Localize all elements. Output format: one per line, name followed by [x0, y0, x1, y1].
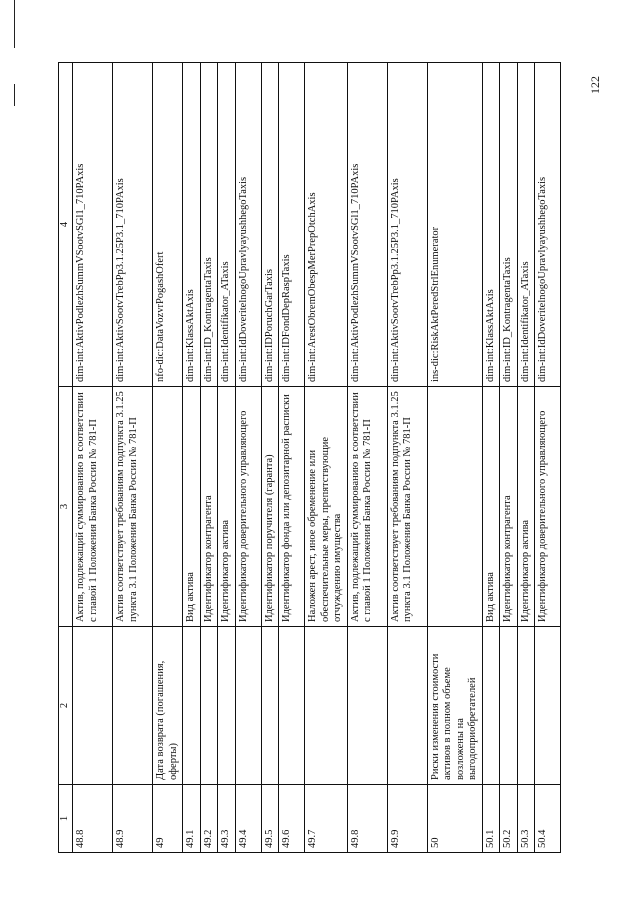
row-number-cell: 50.2: [500, 785, 518, 853]
row-name-cell: [73, 627, 113, 785]
row-description-cell: Идентификатор контрагента: [200, 387, 218, 627]
table-row: [517, 63, 535, 853]
row-number-cell: 50.4: [535, 785, 561, 853]
row-code-cell: dim-int:AktivPodlezhSummVSootvSGl1_710PAxis: [73, 63, 113, 387]
row-code-cell: dim-int:KlassAktAxis: [482, 63, 500, 387]
row-name-cell: [305, 627, 348, 785]
row-code-cell: dim-int:IdDoveritelnogoUpravlyayushhegoTaxis: [235, 63, 261, 387]
row-code-cell: dim-int:IDPoruchGarTaxis: [261, 63, 279, 387]
row-number-cell: 49.5: [261, 785, 279, 853]
row-name-cell: [218, 627, 236, 785]
row-number-cell: 49.9: [387, 785, 427, 853]
row-description-cell: Актив, подлежащий суммированию в соответствии с главой 1 Положения Банка России № 781-П: [73, 387, 113, 627]
row-code-cell: dim-int:KlassAktAxis: [183, 63, 201, 387]
header-cell-2: 2: [59, 627, 73, 785]
row-code-cell: ins-dic:RiskAktPeredStrlEnumerator: [427, 63, 482, 387]
table-body: [59, 63, 561, 853]
row-description-cell: Идентификатор актива: [517, 387, 535, 627]
header-cell-3: 3: [59, 387, 73, 627]
table-row: [305, 63, 348, 853]
table-header-row: [59, 63, 73, 853]
row-name-cell: Дата возврата (погашения, оферты): [153, 627, 183, 785]
row-name-cell: [482, 627, 500, 785]
rotated-table-area: [58, 63, 588, 853]
row-number-cell: 48.9: [113, 785, 153, 853]
row-description-cell: Идентификатор доверительного управляющего: [535, 387, 561, 627]
data-table: [58, 62, 561, 853]
row-description-cell: Идентификатор фонда или депозитарной расписки: [279, 387, 305, 627]
row-code-cell: dim-int:ID_KontragentaTaxis: [500, 63, 518, 387]
row-code-cell: nfo-dic:DataVozvrPogashOfert: [153, 63, 183, 387]
table-row: [427, 63, 482, 853]
row-description-cell: [153, 387, 183, 627]
row-number-cell: 49.6: [279, 785, 305, 853]
row-number-cell: 49.1: [183, 785, 201, 853]
header-cell-1: 1: [59, 785, 73, 853]
header-cell-4: 4: [59, 63, 73, 387]
row-name-cell: [517, 627, 535, 785]
table-row: [73, 63, 113, 853]
table-row: [387, 63, 427, 853]
row-name-cell: [200, 627, 218, 785]
row-code-cell: dim-int:IdDoveritelnogoUpravlyayushhegoTaxis: [535, 63, 561, 387]
row-name-cell: [535, 627, 561, 785]
table-row: [113, 63, 153, 853]
table-row: [279, 63, 305, 853]
row-code-cell: dim-int:AktivSootvTrebPp3.1.25P3.1_710PAxis: [387, 63, 427, 387]
row-name-cell: [500, 627, 518, 785]
table-row: [153, 63, 183, 853]
row-code-cell: dim-int:ID_KontragentaTaxis: [200, 63, 218, 387]
row-number-cell: 49.8: [347, 785, 387, 853]
row-number-cell: 48.8: [73, 785, 113, 853]
row-description-cell: Вид актива: [183, 387, 201, 627]
margin-mark-top: [14, 0, 15, 48]
row-number-cell: 49.4: [235, 785, 261, 853]
table-row: [218, 63, 236, 853]
row-description-cell: Идентификатор доверительного управляющего: [235, 387, 261, 627]
page-number: 122: [588, 76, 602, 94]
row-description-cell: Идентификатор актива: [218, 387, 236, 627]
row-code-cell: dim-int:AktivPodlezhSummVSootvSGl1_710PAxis: [347, 63, 387, 387]
row-code-cell: dim-int:ArestObremObespMerPrepOtchAxis: [305, 63, 348, 387]
table-row: [183, 63, 201, 853]
table-row: [235, 63, 261, 853]
row-number-cell: 50.1: [482, 785, 500, 853]
row-description-cell: [427, 387, 482, 627]
row-number-cell: 49.7: [305, 785, 348, 853]
row-description-cell: Актив соответствует требованиям подпункта 3.1.25 пункта 3.1 Положения Банка России № 781-П: [387, 387, 427, 627]
row-code-cell: dim-int:AktivSootvTrebPp3.1.25P3.1_710PAxis: [113, 63, 153, 387]
row-description-cell: Идентификатор поручителя (гаранта): [261, 387, 279, 627]
row-name-cell: [261, 627, 279, 785]
margin-mark-bottom: [14, 84, 15, 106]
row-name-cell: [387, 627, 427, 785]
row-name-cell: [235, 627, 261, 785]
table-row: [261, 63, 279, 853]
table-row: [535, 63, 561, 853]
row-description-cell: Наложен арест, иное обременение или обеспечительные меры, препятствующие отчуждению имущества: [305, 387, 348, 627]
table-row: [347, 63, 387, 853]
row-code-cell: dim-int:Identifikator_ATaxis: [218, 63, 236, 387]
row-number-cell: 49: [153, 785, 183, 853]
row-number-cell: 49.2: [200, 785, 218, 853]
row-name-cell: Риски изменения стоимости активов в полном объеме возложены на выгодоприобретателей: [427, 627, 482, 785]
row-number-cell: 50.3: [517, 785, 535, 853]
table-row: [482, 63, 500, 853]
row-code-cell: dim-int:IDFondDepRaspTaxis: [279, 63, 305, 387]
row-number-cell: 49.3: [218, 785, 236, 853]
row-name-cell: [347, 627, 387, 785]
table-row: [200, 63, 218, 853]
row-code-cell: dim-int:Identifikator_ATaxis: [517, 63, 535, 387]
row-description-cell: Идентификатор контрагента: [500, 387, 518, 627]
row-description-cell: Актив, подлежащий суммированию в соответствии с главой 1 Положения Банка России № 781-П: [347, 387, 387, 627]
row-number-cell: 50: [427, 785, 482, 853]
row-name-cell: [183, 627, 201, 785]
row-description-cell: Актив соответствует требованиям подпункта 3.1.25 пункта 3.1 Положения Банка России № 781-П: [113, 387, 153, 627]
table-row: [500, 63, 518, 853]
row-name-cell: [113, 627, 153, 785]
row-description-cell: Вид актива: [482, 387, 500, 627]
row-name-cell: [279, 627, 305, 785]
